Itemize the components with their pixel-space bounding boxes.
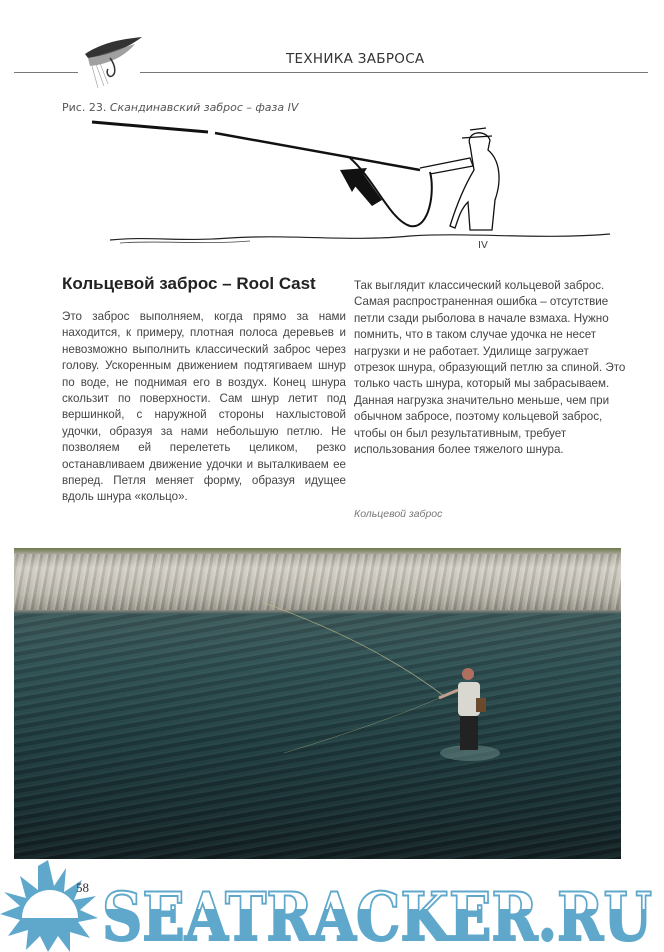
body-column-right: Так выглядит классический кольцевой заброс. Самая распространенная ошибка – отсутствие петли сзади рыболова в начале взмаха. Нужно помнить, что в таком случае удочка не несет нагрузки и не работает. Удилище загружает отрезок шнура, образующий петлю за спиной. Это только часть шнура, который мы забрасываем. Данная нагрузка значительно меньше, чем при обычном забросе, поэтому кольцевой заброс, чтобы он был результативным, требует использования более тяжелого шнура. xyxy=(354,279,626,457)
section-heading: Кольцевой заброс – Rool Cast xyxy=(62,274,316,293)
watermark-text: SEATRACKER.RU xyxy=(102,878,652,952)
figure-caption xyxy=(62,101,298,114)
header-rule-left xyxy=(14,72,78,73)
fly-lure-icon xyxy=(80,36,150,91)
seatracker-watermark xyxy=(0,858,664,952)
header-title: ТЕХНИКА ЗАБРОСА xyxy=(286,51,425,67)
caption-prefix: Рис. 23. xyxy=(62,101,107,114)
body-column-left: Это заброс выполняем, когда прямо за нами находится, к примеру, плотная полоса деревьев и невозможно выполнить классический заброс через голову. Ускоренным движением подтягиваем шнур по воде, не поднимая его в воздух. Конец шнура скользит по поверхности. Сам шнур летит под вершинкой, с наружной стороны нахлыстовой удочки, образуя за нами небольшую петлю. Не позволяем ей перелететь целиком, резко останавливаем движение удочки и выталкиваем ее вперед. Петля меняет форму, образуя идущее вдоль шнура «кольцо». xyxy=(62,310,346,504)
sun-logo-icon xyxy=(0,860,98,952)
fly-fishing-photo xyxy=(14,548,621,859)
phase-label: IV xyxy=(478,240,488,251)
page-number: 58 xyxy=(76,880,89,895)
casting-illustration xyxy=(90,120,630,260)
header-rule-right xyxy=(140,72,648,73)
photo-caption: Кольцевой заброс xyxy=(354,508,443,520)
angler-figure xyxy=(14,548,621,859)
caption-italic: Скандинавский заброс – фаза IV xyxy=(109,101,299,114)
